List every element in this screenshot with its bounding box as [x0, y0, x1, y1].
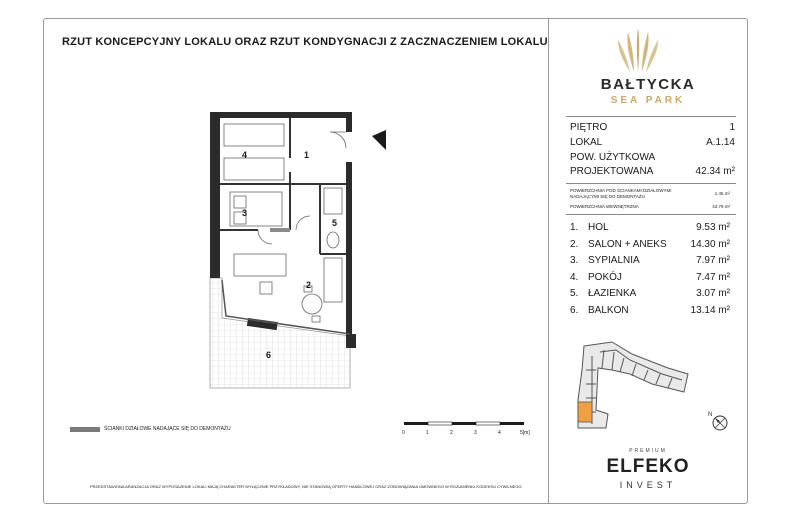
- footnote: PRZEDSTAWIONA ARANŻACJA ORAZ WYPOSAŻENIE LOKALI MAJĄ CHARAKTER WYŁĄCZNIE PRZYKŁADOWY, NIE STANOWIĄ OFERTY HANDLOWEJ ORAZ ZOBOWIĄZANIA UMOWNEGO W ROZUMIENIU KODEKSU CYWILNEGO.: [90, 484, 523, 489]
- floor-value: 1: [729, 122, 735, 133]
- info-rule-mid: [566, 183, 736, 184]
- unit-highlight: [578, 402, 592, 422]
- developer-premium: PREMIUM: [629, 448, 667, 454]
- legend-swatch: [70, 427, 100, 432]
- area-row-1: [570, 152, 735, 166]
- balcony-area: [210, 278, 350, 388]
- page-title: RZUT KONCEPCYJNY LOKALU ORAZ RZUT KONDYGNACJI Z ZACZNACZENIEM LOKALU: [62, 36, 548, 48]
- room-number: 2.: [570, 238, 579, 250]
- note2-label: POWIERZCHNIA WEWNĘTRZNA: [570, 204, 639, 209]
- compass-icon: [708, 410, 730, 432]
- room-number: 1.: [570, 222, 579, 233]
- room-number: 6.: [570, 304, 579, 316]
- room-row: [570, 272, 730, 289]
- scale-tick: 1: [426, 430, 429, 436]
- room-row: [570, 239, 730, 256]
- room-area: 14.30 m²: [690, 238, 730, 250]
- info-rule-bottom: [566, 214, 736, 215]
- note2-value: 43.79 m²: [712, 204, 730, 209]
- note1-label: POWIERZCHNIA POD ŚCIANKAMI DZIAŁOWYMI NADAJĄCYMI SIĘ DO DEMONTAŻU: [570, 188, 672, 199]
- note1-value: 1.45 m²: [714, 191, 730, 196]
- room-list: [570, 222, 730, 322]
- room-area: 7.47 m²: [696, 271, 730, 283]
- scale-tick: 2: [450, 430, 453, 436]
- room-row: [570, 288, 730, 305]
- room-name: HOL: [588, 222, 609, 233]
- room-number: 5.: [570, 288, 579, 300]
- scale-tick: 0: [402, 430, 405, 436]
- room-name: ŁAZIENKA: [588, 288, 637, 300]
- entrance-arrow-icon: [372, 130, 386, 150]
- room-area: 9.53 m²: [696, 222, 730, 233]
- developer-name: ELFEKO: [606, 456, 690, 477]
- room-label-4: 4: [242, 150, 248, 160]
- room-label-6: 6: [266, 350, 272, 360]
- scale-bar: [398, 418, 538, 442]
- floor-key-plan: [572, 340, 692, 430]
- brand-name: BAŁTYCKA: [600, 76, 696, 93]
- brand-logo-icon: [610, 26, 666, 74]
- note2-row: [570, 204, 730, 212]
- unit-value: A.1.14: [706, 137, 735, 148]
- info-rule-top: [566, 116, 736, 117]
- area-label-2: PROJEKTOWANA: [570, 166, 654, 177]
- room-row: [570, 222, 730, 239]
- room-area: 3.07 m²: [696, 288, 730, 300]
- room-row: [570, 305, 730, 322]
- room-area: 7.97 m²: [696, 255, 730, 267]
- note1-row: [570, 188, 730, 200]
- floor-label: PIĘTRO: [570, 122, 608, 133]
- room-row: [570, 255, 730, 272]
- room-label-2: 2: [306, 280, 312, 290]
- room-label-3: 3: [242, 208, 248, 218]
- room-number: 3.: [570, 255, 579, 267]
- room-name: BALKON: [588, 304, 629, 316]
- legend-text: ŚCIANKI DZIAŁOWE NADAJĄCE SIĘ DO DEMONTAŻU: [104, 426, 231, 432]
- unit-row: [570, 137, 735, 151]
- room-label-1: 1: [304, 150, 310, 160]
- room-name: POKÓJ: [588, 271, 622, 283]
- brand-subname: SEA PARK: [610, 95, 686, 106]
- unit-label: LOKAL: [570, 137, 603, 148]
- scale-tick: 5[m]: [520, 430, 530, 436]
- compass-north-label: N: [708, 412, 713, 418]
- area-row-2: [570, 166, 735, 180]
- scale-tick: 4: [498, 430, 501, 436]
- sheet-divider: [548, 19, 549, 503]
- room-name: SYPIALNIA: [588, 255, 640, 267]
- apartment-floor-plan: [200, 108, 390, 398]
- floor-row: [570, 122, 735, 136]
- room-number: 4.: [570, 271, 579, 283]
- developer-invest: INVEST: [619, 480, 677, 490]
- room-area: 13.14 m²: [690, 304, 730, 316]
- area-label-1: POW. UŻYTKOWA: [570, 152, 656, 163]
- area-value: 42.34 m²: [695, 166, 735, 177]
- scale-tick: 3: [474, 430, 477, 436]
- room-name: SALON + ANEKS: [588, 238, 667, 250]
- room-label-5: 5: [332, 218, 338, 228]
- demountable-wall: [270, 228, 290, 232]
